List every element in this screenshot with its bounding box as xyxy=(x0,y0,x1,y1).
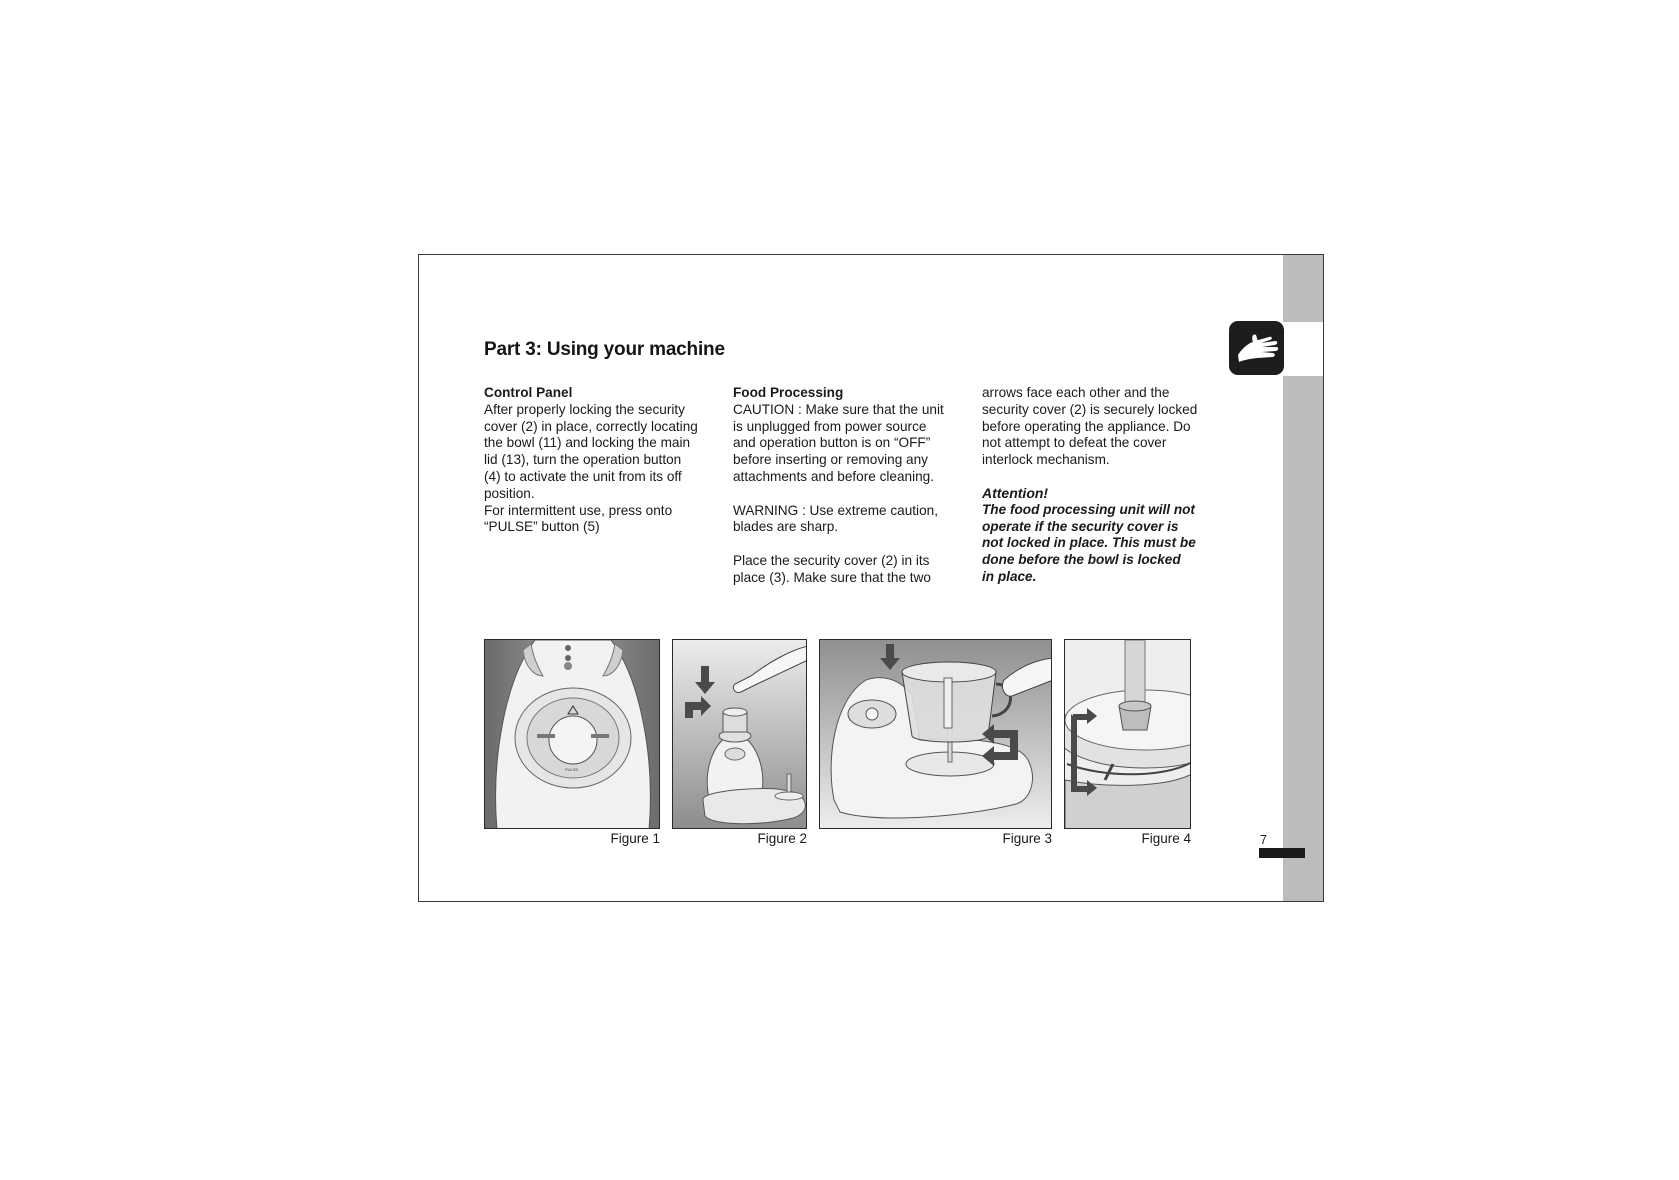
fig1-pulse-label: PULSE xyxy=(565,767,579,772)
body-line: “PULSE” button (5) xyxy=(484,519,600,535)
food-processing-heading: Food Processing xyxy=(733,385,844,400)
figure-4-image xyxy=(1064,639,1191,829)
body-line: After properly locking the security xyxy=(484,401,685,417)
attention-title: Attention! xyxy=(982,484,1049,501)
attention-line: in place. xyxy=(982,568,1037,584)
page-title: Part 3: Using your machine xyxy=(484,339,725,360)
warning-line: blades are sharp. xyxy=(733,519,839,535)
figure-4-caption: Figure 4 xyxy=(1141,831,1191,846)
figure-1-caption: Figure 1 xyxy=(610,831,660,846)
food-processing-section xyxy=(733,385,958,587)
caution-line: before inserting or removing any xyxy=(733,452,928,468)
caution-line: attachments and before cleaning. xyxy=(733,468,935,484)
manual-page xyxy=(418,254,1324,902)
attention-line: not locked in place. This must be xyxy=(982,535,1196,551)
attention-line: operate if the security cover is xyxy=(982,518,1179,534)
figure-3-image xyxy=(819,639,1052,829)
body-line: not attempt to defeat the cover xyxy=(982,435,1167,451)
page-number-bar xyxy=(1259,848,1305,858)
place-line: place (3). Make sure that the two xyxy=(733,569,931,585)
control-panel-section xyxy=(484,385,709,536)
figure-1-image xyxy=(484,639,660,829)
figure-2-image xyxy=(672,639,807,829)
warning-line: WARNING : Use extreme caution, xyxy=(733,502,938,518)
body-line: For intermittent use, press onto xyxy=(484,502,673,518)
figure-2-caption: Figure 2 xyxy=(757,831,807,846)
body-line: (4) to activate the unit from its off xyxy=(484,468,682,484)
caution-line: is unplugged from power source xyxy=(733,418,927,434)
hand-icon xyxy=(1229,321,1284,375)
place-line: Place the security cover (2) in its xyxy=(733,552,930,568)
continued-section xyxy=(982,385,1207,586)
page-number: 7 xyxy=(1260,833,1267,847)
caution-line: CAUTION : Make sure that the unit xyxy=(733,401,944,417)
side-tab-cutout xyxy=(1281,322,1323,376)
body-line: position. xyxy=(484,485,535,501)
attention-line: The food processing unit will not xyxy=(982,501,1195,517)
caution-line: and operation button is on “OFF” xyxy=(733,435,931,451)
body-line: before operating the appliance. Do xyxy=(982,418,1191,434)
body-line: cover (2) in place, correctly locating xyxy=(484,418,698,434)
attention-line: done before the bowl is locked xyxy=(982,552,1181,568)
figure-3-caption: Figure 3 xyxy=(1002,831,1052,846)
body-line: interlock mechanism. xyxy=(982,452,1110,468)
body-line: arrows face each other and the xyxy=(982,385,1170,400)
body-line: lid (13), turn the operation button xyxy=(484,452,682,468)
control-panel-heading: Control Panel xyxy=(484,385,573,400)
body-line: the bowl (11) and locking the main xyxy=(484,435,691,451)
body-line: security cover (2) is securely locked xyxy=(982,401,1198,417)
